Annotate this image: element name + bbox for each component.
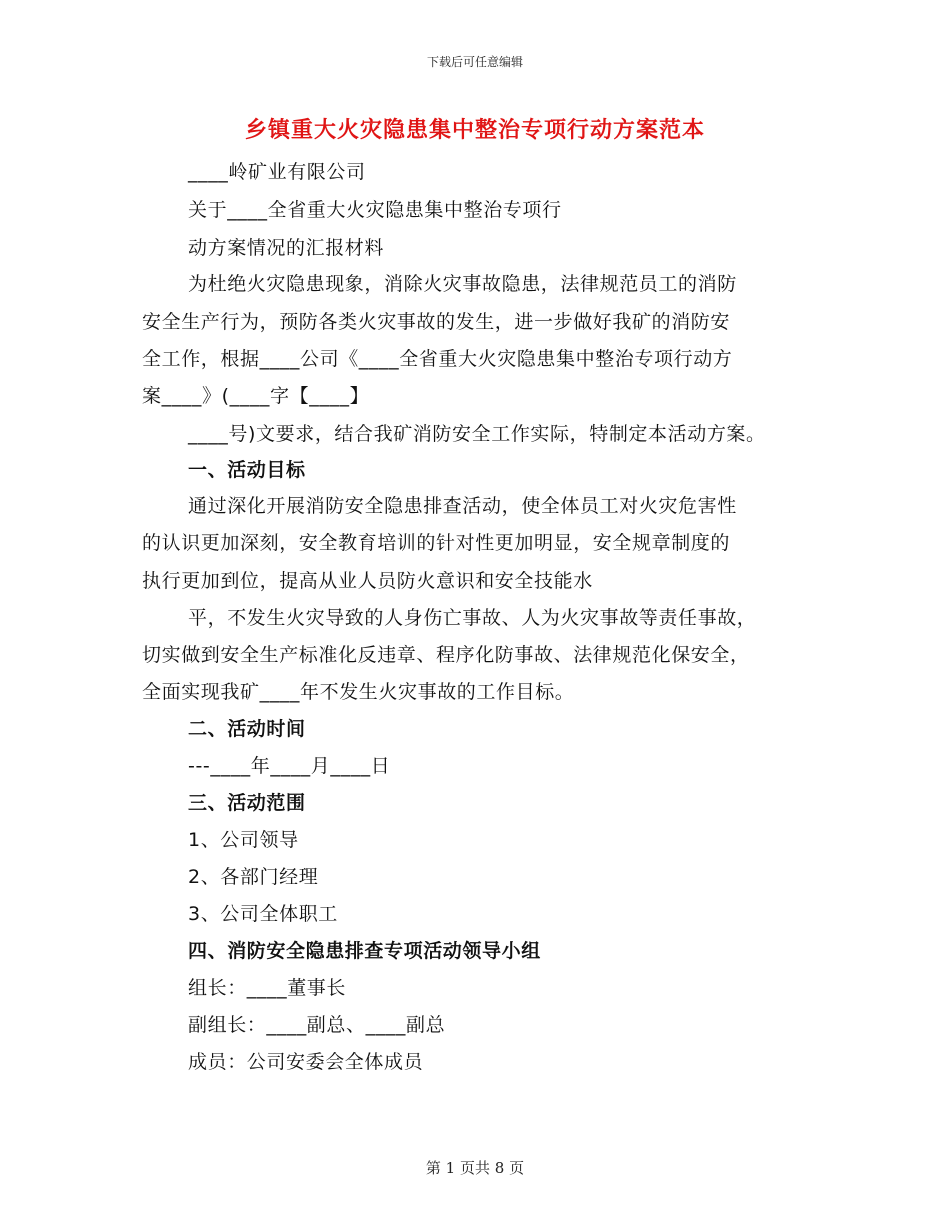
paragraph-line: 执行更加到位，提高从业人员防火意识和安全技能水 <box>142 570 593 592</box>
activity-date: ---____年____月____日 <box>188 755 391 777</box>
section-heading-time: 二、活动时间 <box>188 718 306 740</box>
company-line: ____岭矿业有限公司 <box>188 161 366 183</box>
members-line: 成员：公司安委会全体成员 <box>188 1051 424 1073</box>
document-title: 乡镇重大火灾隐患集中整治专项行动方案范本 <box>244 118 705 143</box>
paragraph-line: 全工作，根据____公司《____全省重大火灾隐患集中整治专项行动方 <box>142 348 733 370</box>
subject-line-2: 动方案情况的汇报材料 <box>188 237 385 259</box>
list-item: 2、各部门经理 <box>188 866 319 888</box>
paragraph-line: 全面实现我矿____年不发生火灾事故的工作目标。 <box>142 681 575 703</box>
paragraph-line: 的认识更加深刻，安全教育培训的针对性更加明显，安全规章制度的 <box>142 532 731 554</box>
paragraph-line: 为杜绝火灾隐患现象，消除火灾事故隐患，法律规范员工的消防 <box>188 273 737 295</box>
list-item: 1、公司领导 <box>188 829 299 851</box>
leader-line: 组长：____董事长 <box>188 977 347 999</box>
page-footer: 第 1 页共 8 页 <box>425 1159 525 1177</box>
list-item: 3、公司全体职工 <box>188 903 338 925</box>
section-heading-goal: 一、活动目标 <box>188 459 306 481</box>
subject-line-1: 关于____全省重大火灾隐患集中整治专项行 <box>188 199 562 221</box>
paragraph-line: 安全生产行为，预防各类火灾事故的发生，进一步做好我矿的消防安 <box>142 311 731 333</box>
page-header: 下载后可任意编辑 <box>426 55 523 69</box>
paragraph-line: 平，不发生火灾导致的人身伤亡事故、人为火灾事故等责任事故， <box>188 607 757 629</box>
paragraph-line: 案____》(____字【____】 <box>142 385 370 407</box>
paragraph-line: ____号)文要求，结合我矿消防安全工作实际，特制定本活动方案。 <box>188 423 766 445</box>
deputy-leader-line: 副组长：____副总、____副总 <box>188 1014 446 1036</box>
section-heading-leadership: 四、消防安全隐患排查专项活动领导小组 <box>188 940 541 962</box>
paragraph-line: 通过深化开展消防安全隐患排查活动，使全体员工对火灾危害性 <box>188 495 737 517</box>
section-heading-scope: 三、活动范围 <box>188 792 306 814</box>
paragraph-line: 切实做到安全生产标准化反违章、程序化防事故、法律规范化保安全， <box>142 644 750 666</box>
